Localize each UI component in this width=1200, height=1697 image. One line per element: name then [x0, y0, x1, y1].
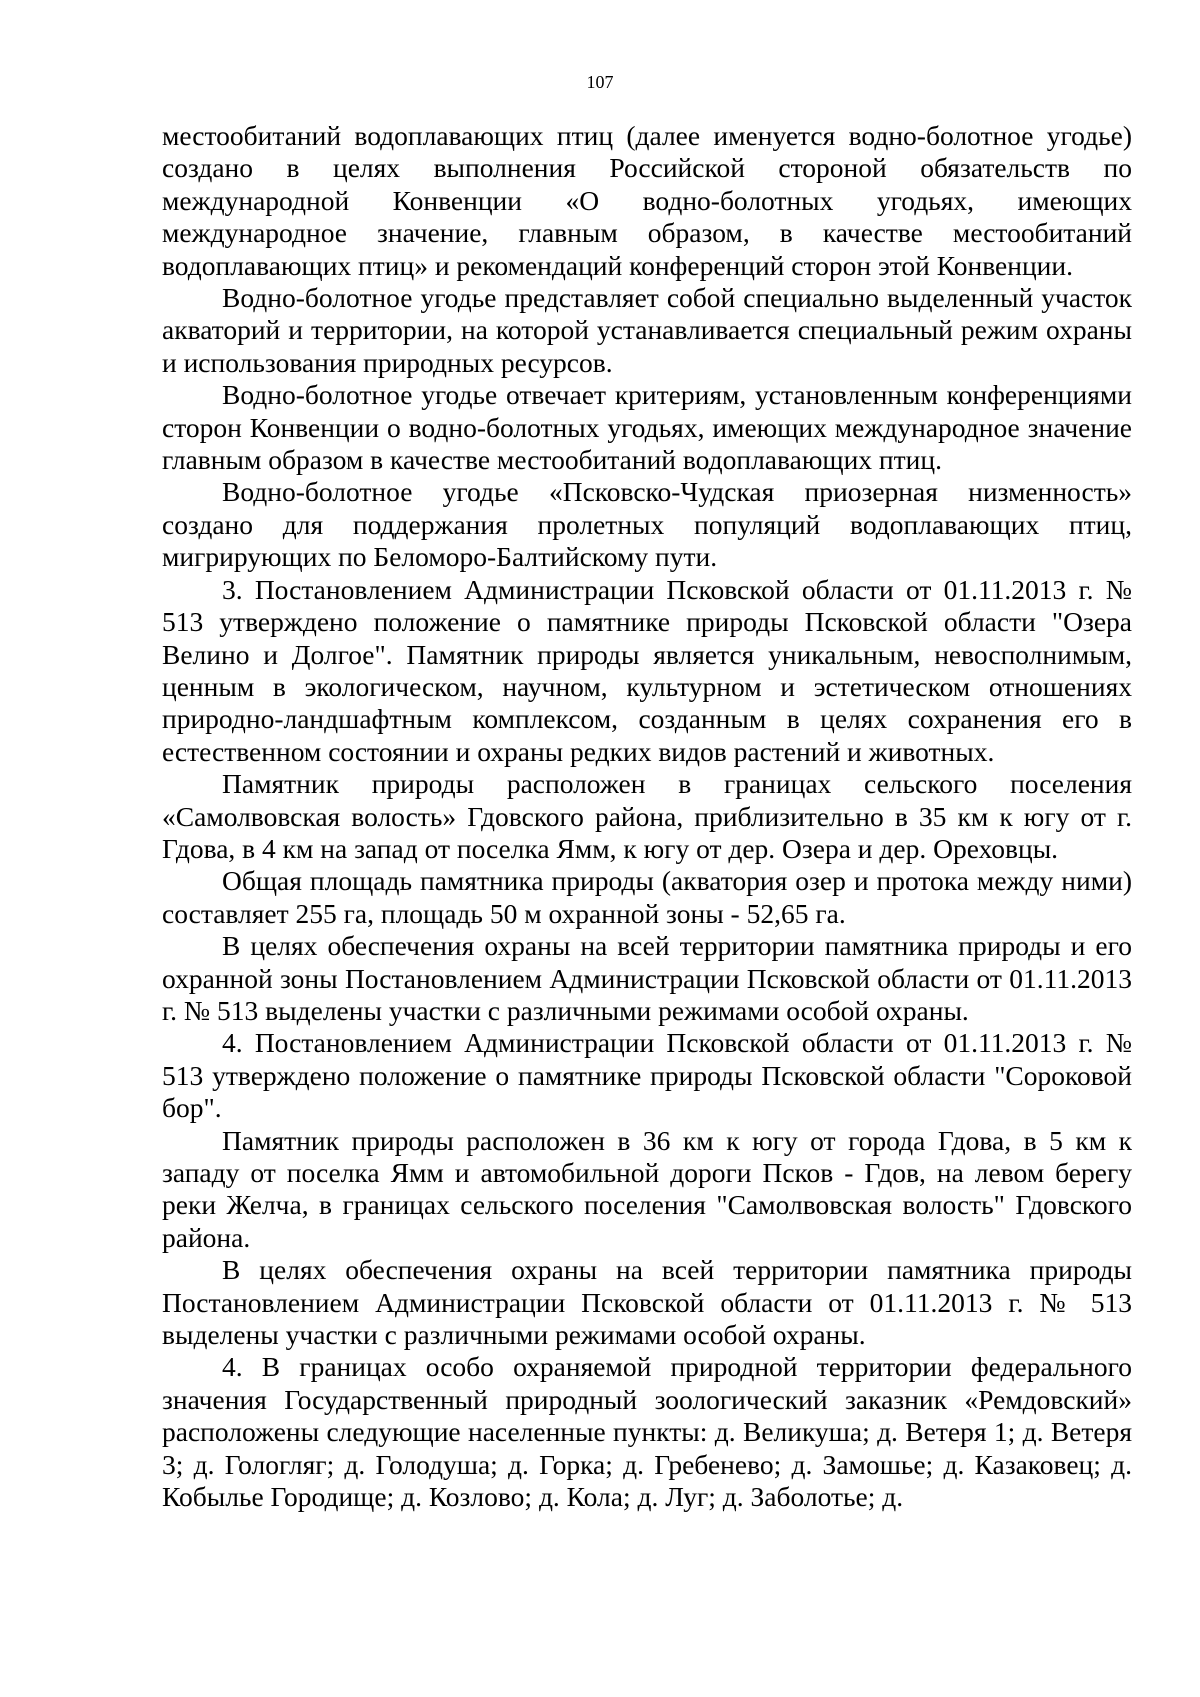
paragraph-6: Памятник природы расположен в границах сельского поселения «Самолвовская волость» Гдовского района, приблизительно в 35 км к югу от г. Гдова, в 4 км на запад от поселка Ямм, к югу от дер. Озера и дер. Ореховцы.: [162, 768, 1132, 864]
paragraph-12: 4. В границах особо охраняемой природной территории федерального значения Государственный природный зоологический заказник «Ремдовский» расположены следующие населенные пункты: д. Великуша; д. Ветеря 1; д. Ветеря 3; д. Гологляг; д. Голодуша; д. Горка; д. Гребенево; д. Замошье; д. Казаковец; д. Кобылье Городище; д. Козлово; д. Кола; д. Луг; д. Заболотье; д.: [162, 1351, 1132, 1513]
paragraph-2: Водно-болотное угодье представляет собой специально выделенный участок акваторий и территории, на которой устанавливается специальный режим охраны и использования природных ресурсов.: [162, 282, 1132, 378]
paragraph-3: Водно-болотное угодье отвечает критериям, установленным конференциями сторон Конвенции о водно-болотных угодьях, имеющих международное значение главным образом в качестве местообитаний водоплавающих птиц.: [162, 379, 1132, 476]
page-number: 107: [586, 72, 614, 92]
paragraph-11: В целях обеспечения охраны на всей территории памятника природы Постановлением Администрации Псковской области от 01.11.2013 г. № 513 выделены участки с различными режимами особой охраны.: [162, 1254, 1132, 1351]
paragraph-10: Памятник природы расположен в 36 км к югу от города Гдова, в 5 км к западу от поселка Ямм и автомобильной дороги Псков - Гдов, на левом берегу реки Желча, в границах сельского поселения "Самолвовская волость" Гдовского района.: [162, 1124, 1132, 1253]
paragraph-9: 4. Постановлением Администрации Псковской области от 01.11.2013 г. № 513 утверждено положение о памятнике природы Псковской области "Сороковой бор".: [162, 1027, 1132, 1124]
paragraph-5: 3. Постановлением Администрации Псковской области от 01.11.2013 г. № 513 утверждено положение о памятнике природы Псковской области "Озера Велино и Долгое". Памятник природы является уникальным, невосполнимым, ценным в экологическом, научном, культурном и эстетическом отношениях природно-ландшафтным комплексом, созданным в целях сохранения его в естественном состоянии и охраны редких видов растений и животных.: [162, 573, 1132, 767]
document-body: [162, 120, 1132, 1513]
paragraph-4: Водно-болотное угодье «Псковско-Чудская приозерная низменность» создано для поддержания пролетных популяций водоплавающих птиц, мигрирующих по Беломоро-Балтийскому пути.: [162, 476, 1132, 573]
paragraph-7: Общая площадь памятника природы (акватория озер и протока между ними) составляет 255 га, площадь 50 м охранной зоны - 52,65 га.: [162, 865, 1132, 929]
paragraph-8: В целях обеспечения охраны на всей территории памятника природы и его охранной зоны Постановлением Администрации Псковской области от 01.11.2013 г. № 513 выделены участки с различными режимами особой охраны.: [162, 930, 1132, 1026]
paragraph-1: местообитаний водоплавающих птиц (далее именуется водно-болотное угодье) создано в целях выполнения Российской стороной обязательств по международной Конвенции «О водно-болотных угодьях, имеющих международное значение, главным образом, в качестве местообитаний водоплавающих птиц» и рекомендаций конференций сторон этой Конвенции.: [162, 120, 1132, 281]
